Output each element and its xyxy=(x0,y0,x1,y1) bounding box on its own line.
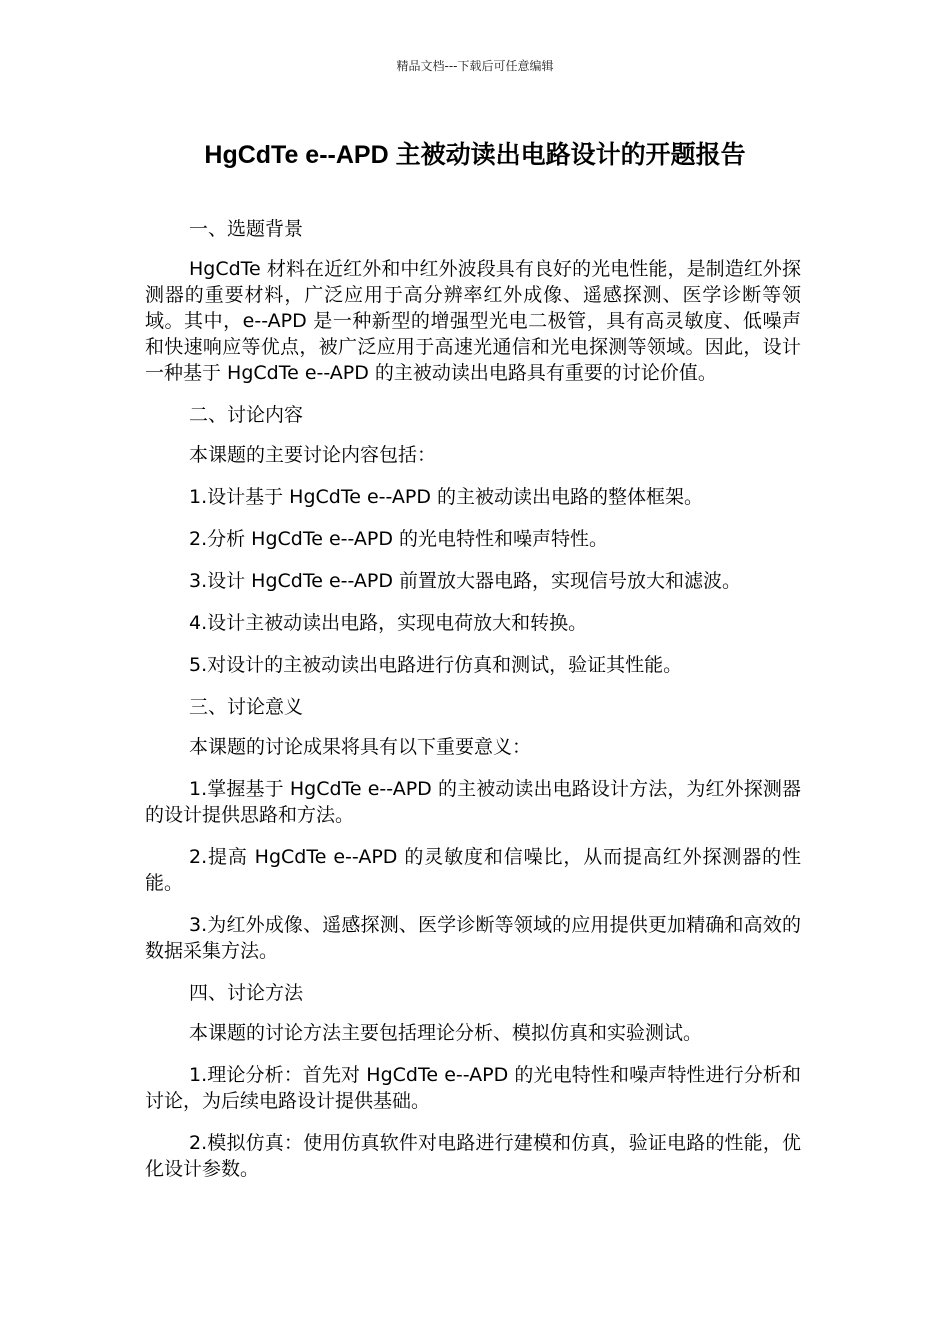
list-item-content-5: 5.对设计的主被动读出电路进行仿真和测试，验证其性能。 xyxy=(189,654,683,676)
document-body xyxy=(145,216,801,1198)
list-item-method-2: 2.模拟仿真：使用仿真软件对电路进行建模和仿真，验证电路的性能，优化设计参数。 xyxy=(145,1132,801,1180)
list-item-content-3: 3.设计 HgCdTe e--APD 前置放大器电路，实现信号放大和滤波。 xyxy=(189,570,742,592)
list-item-significance-3: 3.为红外成像、遥感探测、医学诊断等领域的应用提供更加精确和高效的数据采集方法。 xyxy=(145,914,801,962)
section-heading-content: 二、讨论内容 xyxy=(189,404,304,426)
list-item-content-2: 2.分析 HgCdTe e--APD 的光电特性和噪声特性。 xyxy=(189,528,609,550)
list-item-significance-1: 1.掌握基于 HgCdTe e--APD 的主被动读出电路设计方法，为红外探测器的设计提供思路和方法。 xyxy=(145,778,801,826)
paragraph-method-intro: 本课题的讨论方法主要包括理论分析、模拟仿真和实验测试。 xyxy=(189,1022,703,1044)
list-item-content-4: 4.设计主被动读出电路，实现电荷放大和转换。 xyxy=(189,612,588,634)
paragraph-background: HgCdTe 材料在近红外和中红外波段具有良好的光电性能，是制造红外探测器的重要材料，广泛应用于高分辨率红外成像、遥感探测、医学诊断等领域。其中，e--APD 是一种新型的增强型光电二极管，具有高灵敏度、低噪声和快速响应等优点，被广泛应用于高速光通信和光电探测等领域。因此，设计一种基于 HgCdTe e--APD 的主被动读出电路具有重要的讨论价值。 xyxy=(145,258,801,384)
header-note: 精品文档---下载后可任意编辑 xyxy=(396,59,554,73)
section-heading-method: 四、讨论方法 xyxy=(189,982,304,1004)
list-item-significance-2: 2.提高 HgCdTe e--APD 的灵敏度和信噪比，从而提高红外探测器的性能。 xyxy=(145,846,801,894)
paragraph-content-intro: 本课题的主要讨论内容包括： xyxy=(189,444,437,466)
section-heading-significance: 三、讨论意义 xyxy=(189,696,304,718)
list-item-method-1: 1.理论分析：首先对 HgCdTe e--APD 的光电特性和噪声特性进行分析和讨论，为后续电路设计提供基础。 xyxy=(145,1064,801,1112)
paragraph-significance-intro: 本课题的讨论成果将具有以下重要意义： xyxy=(189,736,532,758)
section-heading-background: 一、选题背景 xyxy=(189,218,304,240)
list-item-content-1: 1.设计基于 HgCdTe e--APD 的主被动读出电路的整体框架。 xyxy=(189,486,704,508)
document-title: HgCdTe e--APD 主被动读出电路设计的开题报告 xyxy=(204,141,746,169)
